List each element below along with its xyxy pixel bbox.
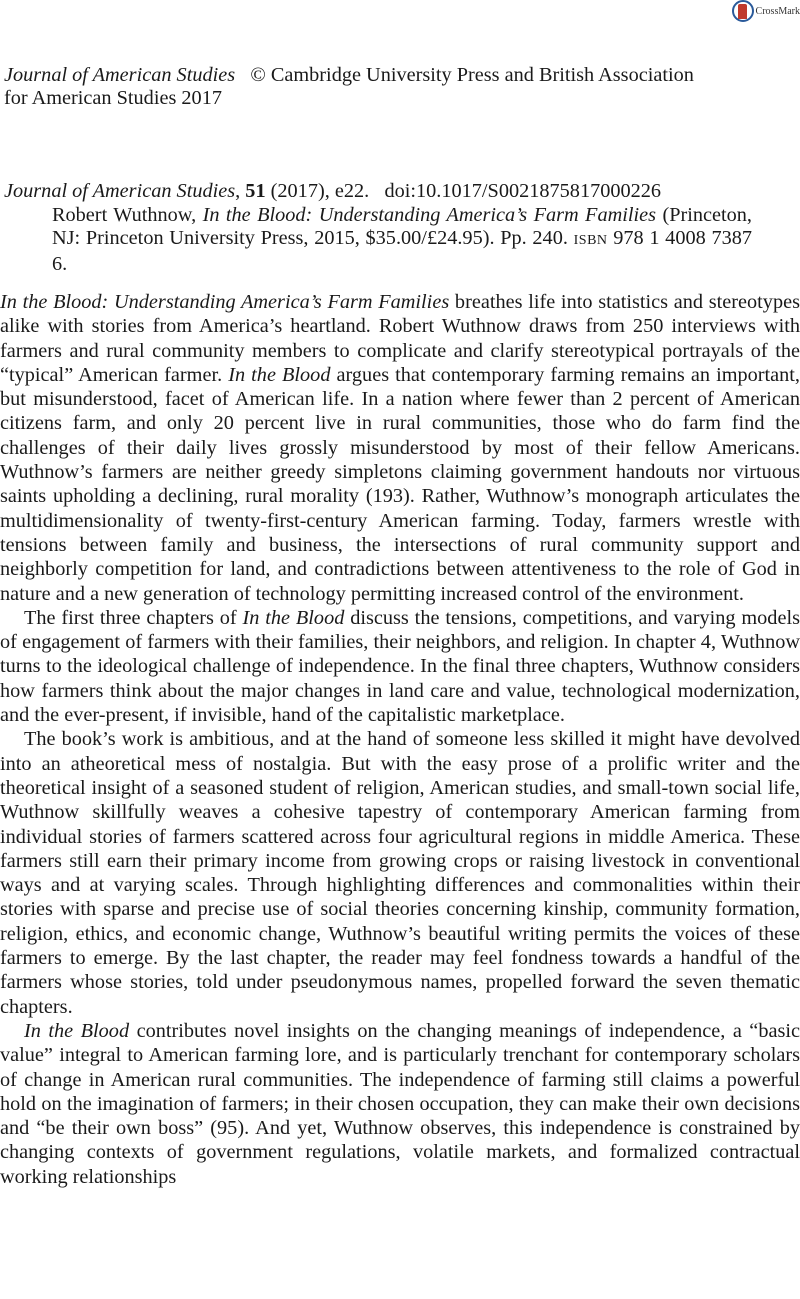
text-segment: In the Blood (24, 1019, 130, 1042)
paragraph-1 (0, 290, 800, 606)
book-author: Robert Wuthnow, (52, 203, 203, 226)
citation-line: Journal of American Studies, 51 (2017), e22. doi:10.1017/S0021875817000226 (4, 180, 662, 202)
paragraph-4 (0, 1019, 800, 1189)
text-segment: The book’s work is ambitious, and at the hand of someone less skilled it might have devolved into an atheoretical mess of nostalgia. But with the easy prose of a prolific writer and the theoretical insight of a seasoned student of religion, American studies, and small-town social life, Wuthnow skillfully weaves a cohesive tapestry of contemporary American farming from individual stories of farmers scattered across four agricultural regions in middle America. These farmers still earn their primary income from growing crops or raising livestock in conventional ways and at varying scales. Through highlighting differences and commonalities within their stories with sparse and precise use of social theories concerning kinship, community formation, religion, ethics, and economic change, Wuthnow’s beautiful writing permits the voices of these farmers to emerge. By the last chapter, the reader may feel fondness towards a handful of the farmers whose stories, told under pseudonymous names, propelled forward the seven thematic chapters. (0, 728, 800, 1018)
header-journal-name: Journal of American Studies (4, 64, 236, 86)
paragraph-3 (0, 727, 800, 1019)
citation-journal: Journal of American Studies (4, 180, 236, 202)
text-segment: The first three chapters of (24, 606, 243, 629)
crossmark-label: CrossMark (755, 5, 800, 17)
crossmark-badge[interactable] (732, 0, 800, 22)
text-segment: In the Blood: Understanding America’s Farm Families (0, 291, 450, 313)
text-segment: breathes life into statistics and stereotypes alike with stories from America’s heartland. Robert Wuthnow draws from 250 interviews with farmers and rural community members to complicate and clarify stereotypical portrayals of the “typical” American farmer. (0, 291, 800, 386)
text-segment: discuss the tensions, competitions, and varying models of engagement of farmers with their families, their neighbors, and religion. In chapter 4, Wuthnow turns to the ideological challenge of independence. In the final three chapters, Wuthnow considers how farmers think about the major changes in land care and value, technological modernization, and the ever-present, if invisible, hand of the capitalistic marketplace. (0, 606, 800, 727)
isbn-number: 978 1 4008 7387 6. (52, 227, 753, 275)
header-copyright: © Cambridge University Press and British Association for American Studies 2017 (4, 64, 694, 109)
paragraph-2 (0, 606, 800, 727)
isbn-label: ISBN (573, 233, 608, 248)
book-title: In the Blood: Understanding America’s Farm Families (202, 203, 657, 226)
book-reference (4, 204, 752, 277)
citation-details: (2017), e22. (265, 180, 370, 202)
review-body (0, 290, 800, 1189)
text-segment: argues that contemporary farming remains an important, but misunderstood, facet of American life. In a nation where fewer than 2 percent of American citizens farm, and only 20 percent live in rural communities, those who do farm find the challenges of their daily lives grossly misunderstood by most of their fellow Americans. Wuthnow’s farmers are neither greedy simpletons claiming government handouts nor virtuous saints upholding a declining, rural morality (193). Rather, Wuthnow’s monograph articulates the multidimensionality of twenty-first-century American farming. Today, farmers wrestle with tensions between family and business, the intersections of rural community support and neighborly competition for land, and contradictions between attentiveness to the role of God in nature and a new generation of technology permitting increased control of the environment. (0, 363, 800, 605)
book-publication: (Princeton, NJ: Princeton University Press, 2015, $35.00/£24.95). Pp. 240. (52, 203, 752, 249)
text-segment: contributes novel insights on the changing meanings of independence, a “basic value” integral to American farming lore, and is particularly trenchant for contemporary scholars of change in American rural communities. The independence of farming still claims a powerful hold on the imagination of farmers; in their chosen occupation, they can make their own decisions and “be their own boss” (95). And yet, Wuthnow observes, this independence is constrained by changing contexts of government regulations, volatile markets, and formalized contractual working relationships (0, 1019, 800, 1188)
text-segment: In the Blood (242, 606, 345, 629)
crossmark-icon (732, 0, 754, 22)
text-segment: In the Blood (228, 363, 331, 386)
citation-block (4, 180, 800, 276)
citation-volume: 51 (245, 180, 266, 202)
citation-doi[interactable]: doi:10.1017/S0021875817000226 (384, 180, 662, 202)
copyright-header (4, 64, 704, 110)
